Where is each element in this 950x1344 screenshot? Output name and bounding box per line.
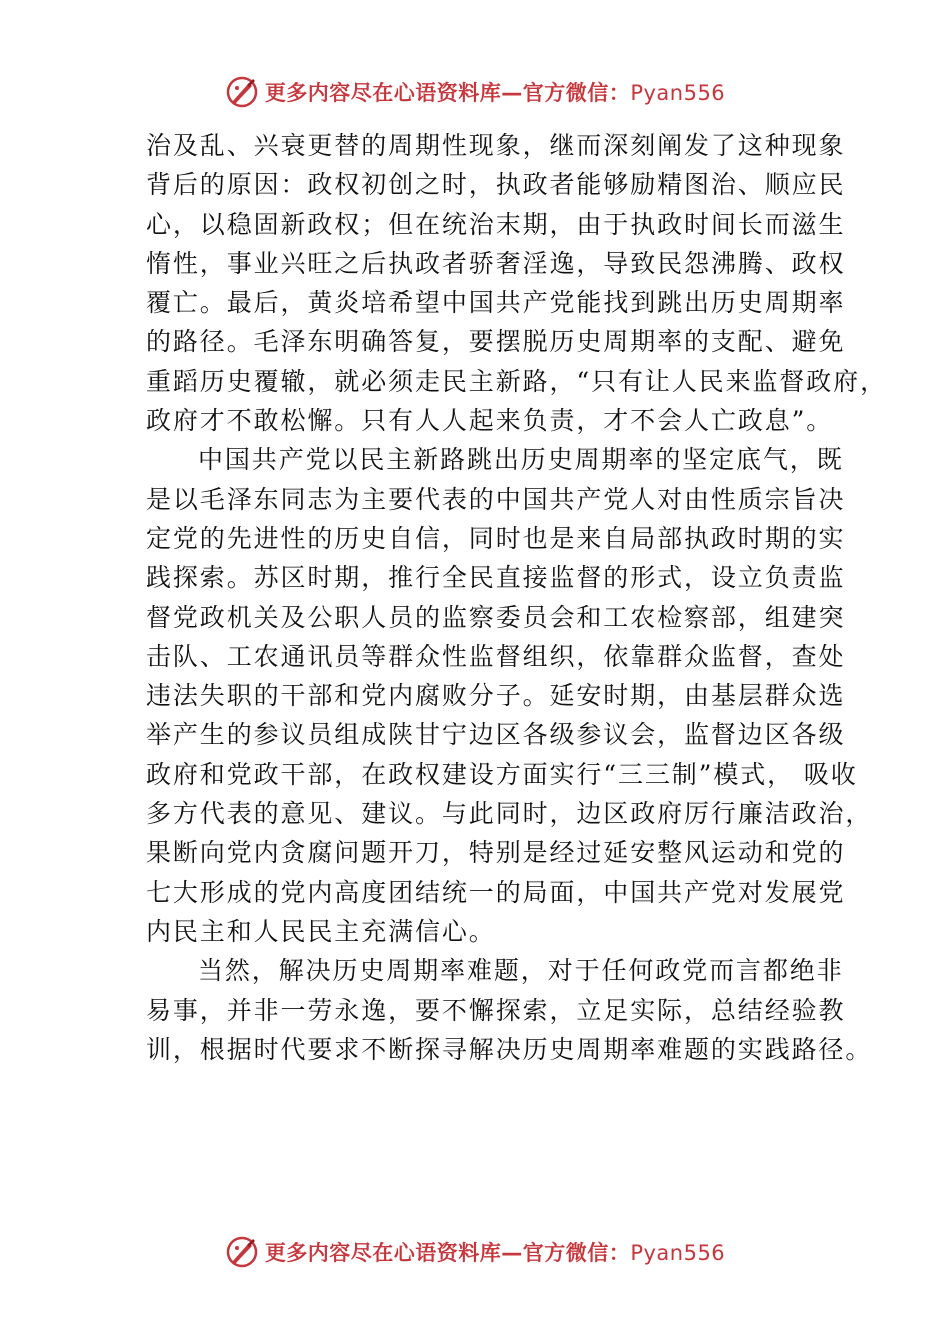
text-line: 举产生的参议员组成陕甘宁边区各级参议会，监督边区各级: [146, 720, 846, 750]
watermark-wechat-id: Pyan556: [630, 1241, 726, 1265]
text-line: 践探索。苏区时期，推行全民直接监督的形式，设立负责监: [146, 563, 846, 593]
text-line: 治及乱、兴衰更替的周期性现象，继而深刻阐发了这种现象: [146, 131, 846, 160]
text-line: 果断向党内贪腐问题开刀，特别是经过延安整风运动和党的: [146, 838, 846, 868]
text-line: 内民主和人民民主充满信心。: [146, 916, 496, 946]
text-line: 政府和党政干部，在政权建设方面实行“三三制”模式， 吸收: [146, 759, 858, 789]
text-line: 重蹈历史覆辙，就必须走民主新路，“只有让人民来监督政府，: [146, 366, 887, 396]
text-line: 易事，并非一劳永逸，要不懈探索，立足实际，总结经验教: [146, 995, 846, 1025]
pen-nib-logo-icon: [225, 75, 259, 109]
text-line: 定党的先进性的历史自信，同时也是来自局部执政时期的实: [146, 523, 846, 553]
text-line: 七大形成的党内高度团结统一的局面，中国共产党对发展党: [146, 877, 846, 907]
text-line: 是以毛泽东同志为主要代表的中国共产党人对由性质宗旨决: [146, 484, 846, 514]
text-line: 违法失职的干部和党内腐败分子。延安时期，由基层群众选: [146, 681, 846, 711]
text-line: 多方代表的意见、建议。与此同时，边区政府厉行廉洁政治，: [146, 799, 873, 829]
text-line: 覆亡。最后，黄炎培希望中国共产党能找到跳出历史周期率: [146, 288, 846, 318]
paragraph: [146, 951, 873, 1069]
footer-watermark: [0, 1232, 950, 1272]
text-line: 中国共产党以民主新路跳出历史周期率的坚定底气，既: [198, 445, 844, 475]
text-line: 击队、工农通讯员等群众性监督组织，依靠群众监督，查处: [146, 641, 846, 671]
text-line: 督党政机关及公职人员的监察委员会和工农检察部，组建突: [146, 602, 846, 632]
header-watermark: [0, 72, 950, 112]
text-line: 的路径。毛泽东明确答复，要摆脱历史周期率的支配、避免: [146, 327, 846, 357]
text-line: 心，以稳固新政权；但在统治末期，由于执政时间长而滋生: [146, 209, 846, 239]
text-line: 训，根据时代要求不断探寻解决历史周期率难题的实践路径。: [146, 1034, 873, 1064]
paragraph: [146, 440, 873, 951]
text-line: 政府才不敢松懈。只有人人起来负责，才不会人亡政息”。: [146, 406, 834, 436]
text-line: 当然，解决历史周期率难题，对于任何政党而言都绝非: [198, 956, 844, 986]
pen-nib-logo-icon: [225, 1235, 259, 1269]
paragraph: [146, 126, 887, 440]
watermark-text: 更多内容尽在心语资料库—官方微信：: [264, 1241, 631, 1265]
watermark-wechat-id: Pyan556: [630, 81, 726, 105]
watermark-text: 更多内容尽在心语资料库—官方微信：: [264, 81, 631, 105]
text-line: 背后的原因：政权初创之时，执政者能够励精图治、顺应民: [146, 170, 846, 200]
text-line: 惰性，事业兴旺之后执政者骄奢淫逸，导致民怨沸腾、政权: [146, 248, 846, 278]
document-body: [146, 126, 887, 1069]
